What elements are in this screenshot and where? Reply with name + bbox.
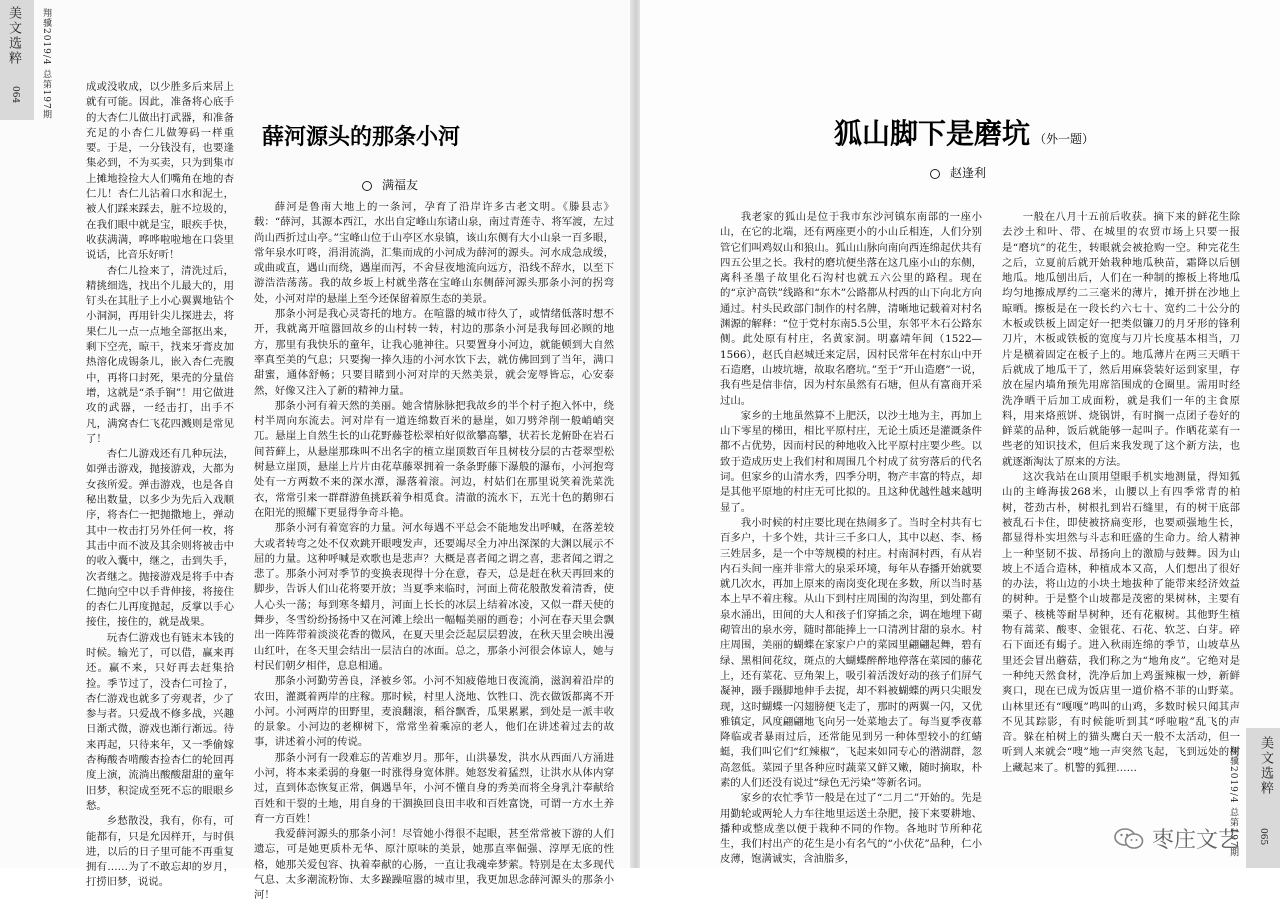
paragraph: 杏仁儿游戏还有几种玩法，如弹击游戏，抛接游戏，大都为女孩所爱。弹击游戏，也是各自秘出数量，以多少为先后入戏顺序，将杏仁一把抛撒地上，弹动其中一枚击打另外任何一枚，将其击中而不波及其余则将被击中的收入囊中，继之，击到失手，次者继之。抛接游戏是将手中杏仁抛向空中以手背伸接，将接住的杏仁儿再度抛起，反掌以手心接住，接住的，就是战果。 — [86, 448, 234, 629]
paragraph: 家乡的农忙季节一般是在过了“二月二”开始的。先是用勤轮或两轮人力车往地里运送土杂肥，接下来要耕地、播种或整成垄以便于栽种不同的作物。各地时节所种花生，我们村出产的花生是小有名气的“小伏花”品种，仁小皮薄，饱满诚实，含油脂多， — [720, 792, 982, 866]
left-page — [0, 0, 632, 902]
right-column-1 — [720, 210, 982, 866]
paragraph: 家乡的土地虽然算不上肥沃，以沙土地为主，再加上山下零星的梯田，相比平原村庄，无论土质还是灌溉条件都不占优势，因而村民的种地收入比平原村庄要少些。以致于造成历史上我们村和周围几个村成了贫穷落后的代名词。但家乡的山清水秀，四季分明，物产丰富的特点，却是其他平原地的村庄无可比拟的。且这种优越性越来越明显了。 — [720, 409, 982, 514]
paragraph: 那条小河有着天然的美丽。她含情脉脉把我故乡的半个村子抱入怀中，绕村半周向东流去。河对岸有一道连绵数百米的悬崖，如刀劈斧削一般峭峭突兀。悬崖上自然生长的山花野藤苍松翠柏好似欲攀高攀，状若长龙俯卧在岩石间苔藓上，从悬崖那珠叫不出名字的植立崖顶数百年且树枝分层的古苍翠型松树悬立崖顶，悬崖上片片由花草藤翠拥着一条条野藤下瀑般的瀑布，小河抱弯处有一方两数不来的深水潭，瀑落着滚。河边，村姑们在那里说笑着洗菜洗衣，常常引来一群群游鱼挑跃着争相觅食。清澈的流水下，五光十色的鹅卵石在阳光的照耀下更显得争奇斗艳。 — [254, 399, 614, 519]
right-article-title: 狐山脚下是磨坑 （外一题） — [834, 117, 1095, 150]
right-page-number: 065 — [1258, 828, 1268, 846]
paragraph: 乡愁散没，我有，你有，可能都有，只是允因样开，与时俱进，以后的日子里可能不再重复拥有……为了不敢忘却的岁月，打捞旧梦，说说。 — [86, 815, 234, 889]
author-circle-icon — [362, 181, 372, 191]
right-side-strip — [1246, 728, 1280, 868]
paragraph: 那条小河有着宽容的力量。河水每遇不平总会不能地发出呼喊，在落差较大或者转弯之处不仅欢跳开眼嗖发声，还要竭尽全力冲出深深的大渊以展示不屈的力量。这种呼喊是欢歌也是悲声？大概是喜者闻之谓之喜，悲者闻之谓之悲了。那条小河对季节的变换表现得十分在意，春天，总是赶在秋天再回来的脚步，告诉人们山花将要开放；当夏季来临时，河面上荷花般散发着清香，使人心头一荡；每到寒冬蜡月，河面上长长的冰层上结着冰凌，又似一群天使的舞步，冬雪纷纷扬扬中又在河滩上绘出一幅幅美丽的画卷；小河在春天里会飘出一阵阵带着淡淡花香的微风，在夏天里会泛起层层碧波，在秋天里会映出漫山红叶，在冬天里会结出一层洁白的冰面。总之，那条小河很会体谅人，她与村民们朝夕相伴，息息相通。 — [254, 522, 614, 672]
left-article-title: 薛河源头的那条小河 — [262, 125, 461, 150]
left-issue-label: 翔骥2019/4 总第197期 — [41, 8, 51, 120]
paragraph: 我爱薛河源头的那条小河！尽管她小得很不起眼，甚至常常被下游的人们遗忘，可是她更质朴无华、原汁原味的美景，她那直率倔强、淳厚无底的性格，她那关爱包容、执着奉献的心肠，一直让我魂牵梦萦。特别是在太多现代气息、太多潮流粉饰、太多躁躁喧嚣的城市里，我更加思念薛河源头的那条小河！ — [254, 828, 614, 902]
left-section-tag: 美文选粹 — [6, 6, 21, 66]
left-column-1 — [86, 80, 234, 891]
right-page — [640, 0, 1280, 868]
paragraph: 那条小河是我心灵寄托的地方。在喧嚣的城市待久了，或情绪低落时想不开，我就离开喧嚣回故乡的山村转一转，村边的那条小河是我每回必顾的地方，那里有我快乐的童年，让我心驰神往。只要置身小河边，就能顿到大自然率真至美的气息；只要掬一捧久违的小河水饮下去，就仿佛回到了当年，满口甜蜜，通体舒畅；只要目睹到小河对岸的天然美景，就会宠辱皆忘，心安泰然，好像又注入了新的精神力量。 — [254, 308, 614, 397]
paragraph: 杏仁儿捡来了，清洗过后，精挑细选，找出个儿最大的，用钉头在其肚子上小心翼翼地钻个小洞洞，再用针尖儿探进去，将果仁儿一点一点地全部抠出来，剩下空壳，晾干，找来牙膏皮加热溶化成锡条儿，嵌入杏仁壳腹中，再将口封死，果壳的分量倍增，这就是“杀手锏”！用它做进攻的武器，一经击打，出手不凡，满窝杏仁飞花四溅则是常见了！ — [86, 264, 234, 445]
left-page-number: 064 — [10, 86, 20, 104]
right-column-2 — [1002, 210, 1240, 774]
left-column-2 — [254, 200, 614, 902]
paragraph: 我小时候的村庄要比现在热闹多了。当时全村共有七百多户，十多个姓，共计三千多口人，其中以赵、李、杨三姓居多，是一个中等规模的村庄。村南洞村西，有从岩内石头间一座并非常大的泉采环境，每年从春播开始就要就几次水，再加上原来的南岗变化现在多数，所以当时基本上早不着庄稼。从山下到村庄周围的沟沟里，到处都有泉水涌出，田间的大人和孩子们穿插之余，调在地埋下砌砌管出的泉水旁，随时都能捧上一口清冽甘甜的泉水。村庄周围，美丽的蝴蝶在家家户户的菜园里翩翩起舞，碧有绿、黑相间花纹，斑点的大蝴蝶醉醉地停落在菜园的藤花上，还有菜花、豆角架上，吸引着活泼好动的孩子们屏气凝神，蹑手蹑脚地伸手去捉，却不料被蝴蝶的两只尖眼发现，这时蝴蝶一闪翅膀便飞走了，那时的两翼一闪，又优雅镇定，风度翩翩地飞向另一处菜地去了。每当夏季夜幕降临或者暴雨过后，还常能见到另一种体型较小的红蜻蜓，我们叫它们“红辣椒”，飞起来如同专心的潜湖群，忽高忽低。菜园子里各种应时蔬菜又鲜又嫩，随时摘取，朴素的人们还没有说过“绿色无污染”等新名词。 — [720, 516, 982, 789]
paragraph: 薛河是鲁南大地上的一条河，孕育了沿岸许多古老文明。《滕县志》载：“薛河，其源本西江，水出自定峰山东诸山泉，南过青莲寺、将军渡，左过尚山西折过山亭。”宝峰山位于山亭区水泉镇，该山东侧有大小山泉一百多眼，常年泉水叮咚，涓涓流淌，汇集而成的小河成为薛河的源头。河水成急成缓，或曲或直，遇山而绕，遇崖而泻，不舍昼夜地流向远方，沿线不辞水，以至下游浩浩荡荡。我的故乡坂上村就坐落在宝峰山东侧薛河源头那条小河的拐弯处，小河对岸的悬崖上至今还保留着原生态的美景。 — [254, 201, 614, 305]
paragraph: 玩杏仁游戏也有链末本钱的时候。输光了，可以借，赢来再还。赢不来，只好再去赶集拾捡。季节过了，没杏仁可捡了，杏仁游戏也就多了旁观者，少了参与者。只爱战不修多战，兴趣日渐式微，游戏也渐行渐远。待来再起，只待来年，又一季偷嫁杏梅酸杏啃酸杏捡杏仁的轮回再度上演，流淌出酸酸甜甜的童年旧梦，积淀成至死不忘的眼眼乡愁。 — [86, 631, 234, 812]
right-article-author: 赵逢利 — [930, 164, 986, 181]
paragraph: 这次我站在山顶用望眼手机实地测量，得知狐山的主峰海拔268米，山腰以上有四季常青的柏树，苍劲古朴，树根扎到岩石缝里，有的树干底部被乱石卡住，即使被挤扁变形，也要顽强地生长，都显得朴实坦然与斗志和旺盛的生命力。给人精神上一种坚韧不拔、昂扬向上的激励与鼓舞。因为山坡上不适合造林，种植成本又高，人们想出了很好的办法，将山边的小块土地拔种了能带来经济效益的树种。于是整个山坡都是茂密的果树林，主要有栗子、核桃等耐旱树种，还有花椒树。其他野生植物有蒿菜、酸枣、金银花、石花、软芝、白芽。碎石下面还有蝎子。进入秋雨连绵的季节，山坡草丛里还会冒出蘑菇，我们称之为“地角皮”。它绝对是一种纯天然食材，洗净后加上鸡蛋辣椒一炒，新鲜爽口，现在已成为饭店里一道价格不菲的山野菜。山林里还有“嘎嘎”鸣叫的山鸡，多数时候只闻其声不见其踪影，有时候能听到其“呼啦啦”乱飞的声音。躲在柏树上的猫头鹰白天一般不太活动，但一听到人来就会“嗖”地一声突然飞起，飞到远处的树上藏起来了。机警的狐狸…… — [1002, 471, 1240, 774]
right-section-tag: 美文选粹 — [1258, 736, 1273, 796]
wechat-icon — [1114, 828, 1144, 850]
right-issue-label: 翔骥2019/4 总第197期 — [1228, 746, 1238, 858]
account-watermark — [1114, 823, 1240, 854]
watermark-text: 枣庄文艺 — [1151, 828, 1240, 853]
author-circle-icon — [930, 169, 940, 179]
paragraph: 那条小河有一段难忘的苦难岁月。那年，山洪暴发，洪水从西面八方涌进小河，将本来柔弱的身躯一时涨得身宽体胖。她怒发着猛烈，让洪水从体内穿过，直到体态恢复正常，偶遇旱年，小河不懂自身的秀美而将全身乳汁奉献给百姓和干裂的土地，用自身的干涸换回良田丰收和百姓富饶，可谓一方水土养育一方百姓！ — [254, 751, 614, 825]
paragraph: 一般在八月十五前后收获。摘下来的鲜花生除去沙土和叶、带、在城里的农贸市场上只要一报是“磨坑”的花生，转眼就会被抢购一空。种完花生之后，立夏前后就开始栽种地瓜秧苗，霜降以后刨地瓜。地瓜刨出后，人们在一种制的擦板上将地瓜均匀地擦成厚约二三毫米的薄片，摊开拼在沙地上晾晒。擦板是在一段长约六七十、宽约二十公分的木板或铁板上固定好一把类似镰刀的月牙形的锋利刀片，木板或铁板的宽度与刀片长度基本相当，刀片是横着固定在板子上的。地瓜薄片在两三天晒干后就成了地瓜干了，然后用麻袋装好运到家里，存放在屋内墙角预先用席箔围成的仓圈里。需用时经洗净晒干后加工成面粉，就是我们一年的主食原料，用来烙煎饼、烧锅饼，有时搁一点团子卷好的鲜菜的品种，饭后就能够一起叫子。作晒花菜有一些老的知识技术，但后来我发现了这个新方法，也就逐渐淘汰了原来的方法。 — [1002, 211, 1240, 468]
paragraph: 我老家的狐山是位于我市东沙河镇东南部的一座小山，在它的北端，还有两座更小的小山丘相连，人们分别管它们叫鸡奴山和狼山。狐山山脉向南向西连绵起伏共有四五公里之长。我村的磨坑便坐落在这几座小山的东侧，离科圣墨子故里化石沟村也就五六公里的路程。现在的“京沪高铁”线路和“东木”公路都从村西的山下向北方向通过。村头民政部门制作的村名牌，清晰地记载着对村名渊源的解释：“位于党村东南5.5公里，东邻平木石公路东侧。此处原有村庄，名黄家洞。明嘉靖年间（1522—1566），赵氏自赵城迁来定居，因村民常年在村东山中开石造磨，山坡坑塘，故取名磨坑。”至于“开山造磨”一说，我有些是信非信，因为村东虽然有石塘，但从有富商开采过山。 — [720, 211, 982, 407]
paragraph: 成或没收成，以少胜多后来居上就有可能。因此，准备将心底手的大杏仁儿做出打武器，和准备充足的小杏仁儿做筹码一样重要。于是，一分钱没有，也要逢集必到，不为买卖，只为到集市上摊地捡捡大人们嘴角在地的杏仁儿！杏仁儿沾着口水和泥土，被人们踩来踩去，脏不垃圾的，在我们眼中就是宝，眼疾手快，收获满满，哗哗啦啦地在口袋里说话，比音乐好听！ — [86, 81, 234, 262]
left-side-strip — [0, 0, 34, 120]
left-article-author: 满福友 — [362, 176, 418, 193]
paragraph: 那条小河勤劳善良，泽被乡邻。小河不知疲倦地日夜流淌，滋润着沿岸的农田，灌溉着两岸的庄稼。那时候，村里人浇地、饮牲口、洗衣做饭都离不开小河。小河两岸的田野里，麦浪翻滚，稻谷飘香，瓜果累累，到处是一派丰收的景象。小河边的老柳树下，常常坐着乘凉的老人，他们在讲述着过去的故事，讲述着小河的传说。 — [254, 675, 614, 749]
